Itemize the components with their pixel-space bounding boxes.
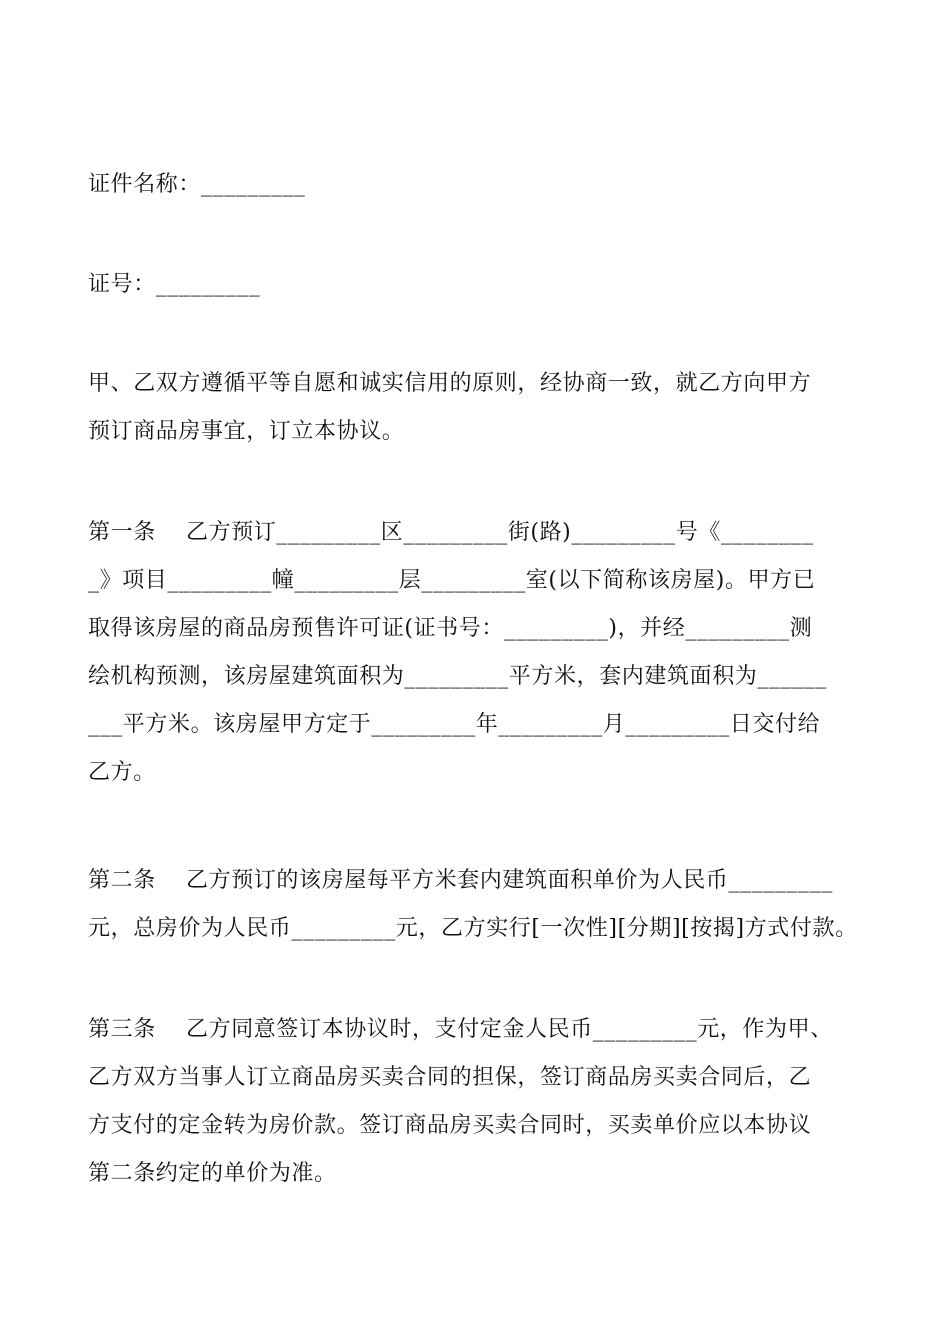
intro-paragraph (88, 360, 878, 456)
certificate-number-text: 证号：_________ (88, 272, 261, 297)
article-3-line: 乙方双方当事人订立商品房买卖合同的担保，签订商品房买卖合同后，乙 (88, 1065, 812, 1090)
intro-line: 甲、乙双方遵循平等自愿和诚实信用的原则，经协商一致，就乙方向甲方 (88, 371, 812, 396)
article-1-line: 乙方。 (88, 760, 156, 785)
article-3-line: 第三条 乙方同意签订本协议时，支付定金人民币_________元，作为甲、 (88, 1017, 833, 1042)
article-1-paragraph (88, 509, 878, 797)
article-1-line: 第一条 乙方预订_________区_________街(路)_________号《________ (88, 520, 814, 545)
article-1-line: _》项目_________幢_________层_________室(以下简称该房屋)。甲方已 (88, 568, 816, 593)
article-3-paragraph (88, 1006, 878, 1198)
article-3-line: 方支付的定金转为房价款。签订商品房买卖合同时，买卖单价应以本协议 (88, 1113, 812, 1138)
article-2-paragraph (88, 857, 878, 953)
intro-line: 预订商品房事宜，订立本协议。 (88, 419, 405, 444)
article-1-line: 绘机构预测，该房屋建筑面积为_________平方米，套内建筑面积为______ (88, 664, 828, 689)
article-3-line: 第二条约定的单价为准。 (88, 1161, 337, 1186)
certificate-number-line (88, 261, 878, 309)
article-1-line: 取得该房屋的商品房预售许可证(证书号：_________)，并经_________测 (88, 616, 813, 641)
article-2-line: 第二条 乙方预订的该房屋每平方米套内建筑面积单价为人民币_________ (88, 868, 833, 893)
certificate-name-text: 证件名称：_________ (88, 172, 306, 197)
certificate-name-line (88, 161, 878, 209)
article-1-line: ___平方米。该房屋甲方定于_________年_________月_________日交付给 (88, 712, 821, 737)
article-2-line: 元，总房价为人民币_________元，乙方实行[一次性][分期][按揭]方式付款。 (88, 916, 858, 941)
